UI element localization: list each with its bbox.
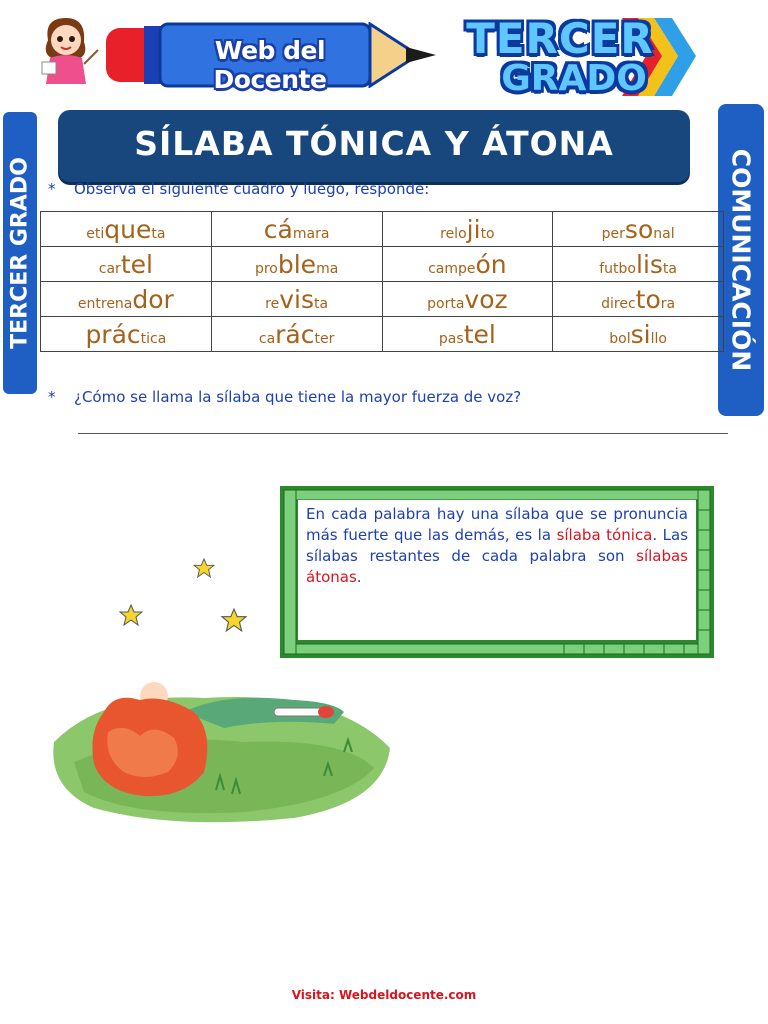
side-label-right (718, 104, 764, 416)
word-cell (553, 317, 724, 352)
star-icon (220, 608, 248, 632)
word-cell (382, 282, 553, 317)
side-label-right-text: COMUNICACIÓN (726, 148, 756, 372)
star-icon (118, 604, 144, 626)
stressed-syllable: ble (277, 249, 317, 279)
syllable-pre: per (601, 225, 625, 242)
grade-label-line1: TERCER (466, 14, 654, 63)
instruction-text: Observa el siguiente cuadro y luego, responde: (74, 180, 430, 198)
table-row (41, 212, 724, 247)
stressed-syllable: cá (263, 214, 293, 244)
table-row (41, 282, 724, 317)
word-cell (382, 247, 553, 282)
stressed-syllable: rác (275, 319, 315, 349)
instruction-line (48, 180, 429, 198)
syllable-pre: eti (86, 225, 105, 242)
word-cell (41, 212, 212, 247)
syllable-pre: bol (609, 330, 631, 347)
star-icon (193, 558, 215, 578)
girl-resting-on-grass-illustration (44, 672, 394, 832)
term-silabas-atonas: sílabas átonas (306, 547, 688, 586)
stressed-syllable: tel (120, 249, 153, 279)
syllable-post: to (480, 225, 495, 242)
syllable-pre: pas (438, 330, 464, 347)
syllable-post: tica (140, 330, 167, 347)
word-cell (553, 282, 724, 317)
side-label-left-text: TERCER GRADO (7, 157, 33, 349)
syllable-pre: campe (428, 260, 476, 277)
syllable-pre: entrena (77, 295, 133, 312)
word-cell (553, 212, 724, 247)
word-cell (211, 212, 382, 247)
syllable-post: ta (314, 295, 329, 312)
word-cell (382, 317, 553, 352)
bullet-star: * (48, 388, 56, 406)
stressed-syllable: dor (132, 284, 174, 314)
syllable-pre: re (265, 295, 280, 312)
stressed-syllable: ji (466, 214, 481, 244)
stressed-syllable: ón (475, 249, 507, 279)
stressed-syllable: lis (636, 249, 663, 279)
syllable-pre: pro (254, 260, 278, 277)
stressed-syllable: prác (85, 319, 141, 349)
info-text-part2: . Las sílabas restantes de cada palabra son (306, 526, 689, 565)
question-text: ¿Cómo se llama la sílaba que tiene la mayor fuerza de voz? (74, 388, 522, 406)
info-text-part3: . (356, 568, 362, 586)
syllable-pre: relo (440, 225, 467, 242)
word-cell (553, 247, 724, 282)
stressed-syllable: tel (463, 319, 496, 349)
stressed-syllable: voz (464, 284, 508, 314)
stressed-syllable: so (624, 214, 654, 244)
syllable-post: llo (650, 330, 667, 347)
side-label-left (3, 112, 37, 394)
question-line (48, 388, 521, 406)
stressed-syllable: vis (279, 284, 314, 314)
table-row (41, 317, 724, 352)
stressed-syllable: que (104, 214, 152, 244)
table-row (41, 247, 724, 282)
syllable-pre: ca (258, 330, 276, 347)
info-text-part1: En cada palabra hay una sílaba que se pronuncia más fuerte que las demás, es la (306, 505, 688, 544)
syllable-pre: futbo (599, 260, 636, 277)
word-cell (41, 317, 212, 352)
syllable-pre: direc (601, 295, 636, 312)
info-box-text (306, 504, 688, 588)
footer-visit-link[interactable]: Visita: Webdeldocente.com (291, 988, 477, 1002)
term-silaba-tonica: sílaba tónica (556, 526, 653, 544)
syllable-post: ta (662, 260, 677, 277)
syllable-post: nal (653, 225, 675, 242)
syllable-post: ma (316, 260, 339, 277)
answer-line (78, 433, 728, 434)
syllable-post: mara (292, 225, 330, 242)
word-cell (211, 282, 382, 317)
syllable-word-table (40, 211, 724, 352)
brand-name: Web del Docente (213, 36, 327, 94)
syllable-pre: porta (427, 295, 465, 312)
stressed-syllable: si (630, 319, 651, 349)
stressed-syllable: to (635, 284, 661, 314)
word-cell (211, 247, 382, 282)
bullet-star: * (48, 180, 56, 198)
syllable-post: ter (314, 330, 335, 347)
syllable-pre: car (98, 260, 121, 277)
word-cell (41, 247, 212, 282)
page-title: SÍLABA TÓNICA Y ÁTONA (134, 124, 614, 163)
teacher-mascot-illustration (34, 14, 100, 88)
word-cell (41, 282, 212, 317)
grade-label-line2: GRADO (501, 58, 647, 99)
syllable-post: ta (151, 225, 166, 242)
syllable-post: ra (660, 295, 676, 312)
word-cell (211, 317, 382, 352)
word-cell (382, 212, 553, 247)
